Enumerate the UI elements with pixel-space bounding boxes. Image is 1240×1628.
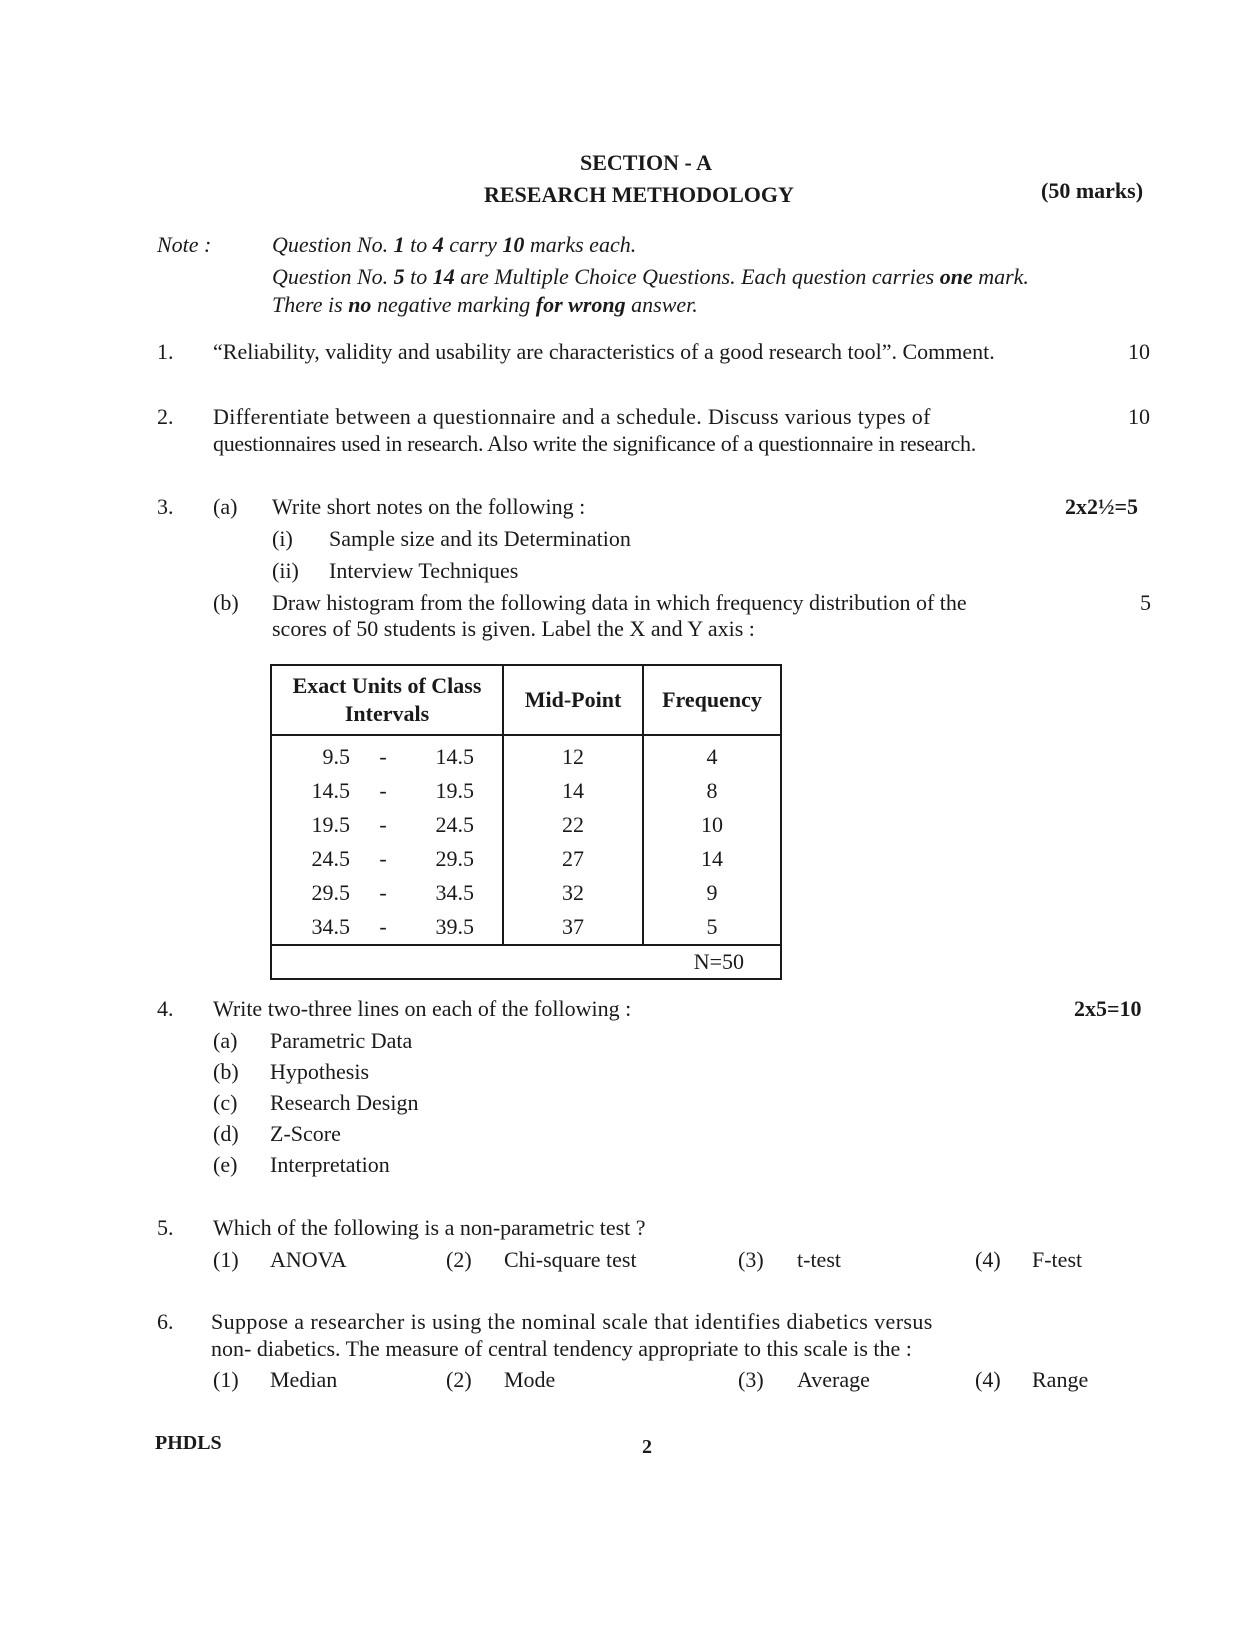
q2-line-2: questionnaires used in research. Also write the significance of a questionnaire in research. (213, 431, 976, 456)
note-line-3: There is no negative marking for wrong answer. (272, 292, 698, 317)
q2-line-1: Differentiate between a questionnaire and a schedule. Discuss various types of (213, 404, 931, 429)
mid-point-cell: 32 (562, 880, 584, 905)
q2-number: 2. (157, 404, 174, 429)
frequency-cell: 5 (706, 914, 718, 939)
class-interval-column (271, 735, 503, 945)
q5-option-text: Chi-square test (504, 1247, 637, 1272)
table-row: 34.5 - 39.5 (311, 914, 474, 939)
q3-number: 3. (157, 494, 174, 519)
frequency-cell: 14 (701, 846, 723, 871)
q5-text: Which of the following is a non-parametric test ? (213, 1215, 646, 1240)
table-row: 9.5 - 14.5 (322, 744, 474, 769)
q2-marks: 10 (1128, 404, 1150, 429)
table-row: 29.5 - 34.5 (311, 880, 474, 905)
q3b-label: (b) (213, 590, 239, 615)
note-line-2: Question No. 5 to 14 are Multiple Choice Questions. Each question carries one mark. (272, 264, 1029, 289)
q3a-marks: 2x2½=5 (1065, 494, 1139, 519)
note-line-1: Question No. 1 to 4 carry 10 marks each. (272, 232, 637, 257)
q3a-i-text: Sample size and its Determination (329, 526, 631, 551)
q5-number: 5. (157, 1215, 174, 1240)
q5-option-text: ANOVA (270, 1247, 347, 1272)
q4-item-text: Hypothesis (270, 1059, 369, 1084)
q5-option-text: t-test (797, 1247, 841, 1272)
q6-line-1: Suppose a researcher is using the nominal scale that identifies diabetics versus (211, 1309, 933, 1334)
q4-text: Write two-three lines on each of the following : (213, 996, 632, 1021)
q6-option-text: Mode (504, 1367, 556, 1392)
q6-number: 6. (157, 1309, 174, 1334)
q5-option-label: (4) (975, 1247, 1001, 1272)
paper-code: PHDLS (155, 1432, 222, 1454)
q6-option-text: Median (270, 1367, 338, 1392)
q5-option-text: F-test (1032, 1247, 1083, 1272)
total-frequency: N=50 (271, 945, 781, 979)
section-title: SECTION - A (580, 150, 713, 175)
q4-number: 4. (157, 996, 174, 1021)
header-class-intervals: Exact Units of Class Intervals (271, 665, 503, 735)
q3a-label: (a) (213, 494, 238, 519)
q1-text: “Reliability, validity and usability are characteristics of a good research tool”. Comment. (213, 339, 995, 364)
q3a-ii-text: Interview Techniques (329, 558, 519, 583)
q6-option-label: (1) (213, 1367, 239, 1392)
q1-marks: 10 (1128, 339, 1150, 364)
mid-point-cell: 22 (562, 812, 584, 837)
mid-point-column (503, 735, 643, 945)
note-label: Note : (157, 232, 212, 257)
mid-point-cell: 12 (562, 744, 584, 769)
q4-item-label: (d) (213, 1121, 239, 1146)
q3b-line-2: scores of 50 students is given. Label the X and Y axis : (272, 616, 755, 641)
q4-item-label: (b) (213, 1059, 239, 1084)
q4-item-text: Interpretation (270, 1152, 390, 1177)
q6-option-text: Average (797, 1367, 870, 1392)
frequency-cell: 10 (701, 812, 723, 837)
q6-line-2: non- diabetics. The measure of central tendency appropriate to this scale is the : (211, 1336, 912, 1361)
header-mid-point: Mid-Point (503, 665, 643, 735)
q6-option-label: (3) (738, 1367, 764, 1392)
frequency-cell: 9 (706, 880, 718, 905)
frequency-cell: 8 (706, 778, 718, 803)
q5-option-label: (2) (446, 1247, 472, 1272)
mid-point-cell: 37 (562, 914, 584, 939)
page-number: 2 (642, 1436, 652, 1458)
q4-item-text: Research Design (270, 1090, 419, 1115)
frequency-table (270, 664, 782, 980)
q4-item-label: (c) (213, 1090, 238, 1115)
q4-item-label: (e) (213, 1152, 238, 1177)
mid-point-cell: 27 (562, 846, 584, 871)
frequency-cell: 4 (706, 744, 718, 769)
table-row: 19.5 - 24.5 (311, 812, 474, 837)
q4-marks: 2x5=10 (1074, 996, 1142, 1021)
total-marks: (50 marks) (1041, 178, 1144, 203)
q4-item-text: Z-Score (270, 1121, 341, 1146)
mid-point-cell: 14 (562, 778, 584, 803)
q3b-line-1: Draw histogram from the following data in which frequency distribution of the (272, 590, 967, 615)
header-frequency: Frequency (643, 665, 781, 735)
q3a-i-label: (i) (272, 526, 293, 551)
q3b-marks: 5 (1140, 590, 1151, 615)
table-row: 24.5 - 29.5 (311, 846, 474, 871)
q4-item-label: (a) (213, 1028, 238, 1053)
q3a-ii-label: (ii) (272, 558, 299, 583)
q6-option-label: (2) (446, 1367, 472, 1392)
table-row: 14.5 - 19.5 (311, 778, 474, 803)
q1-number: 1. (157, 339, 174, 364)
q4-item-text: Parametric Data (270, 1028, 413, 1053)
frequency-column (643, 735, 781, 945)
subject-title: RESEARCH METHODOLOGY (484, 182, 794, 207)
q5-option-label: (3) (738, 1247, 764, 1272)
q6-option-text: Range (1032, 1367, 1089, 1392)
q5-option-label: (1) (213, 1247, 239, 1272)
q3a-text: Write short notes on the following : (272, 494, 586, 519)
q6-option-label: (4) (975, 1367, 1001, 1392)
